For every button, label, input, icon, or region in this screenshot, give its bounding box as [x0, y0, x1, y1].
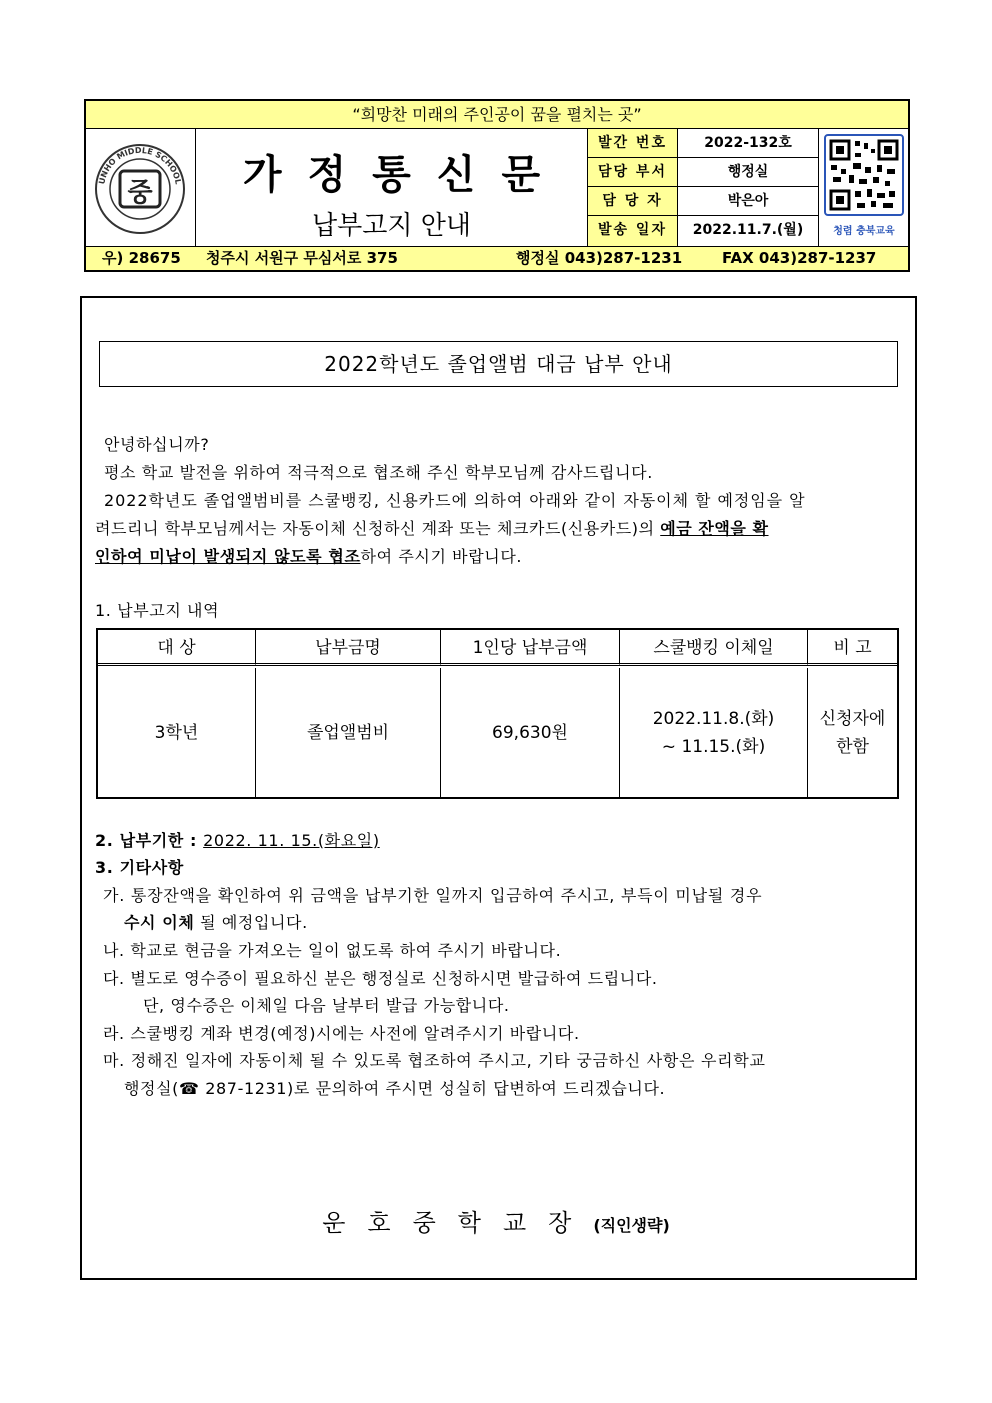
logo-char: 중	[127, 178, 153, 208]
info-value: 박은아	[727, 193, 769, 209]
info-label: 담당 부서	[588, 158, 678, 186]
info-value: 2022-132호	[704, 135, 792, 151]
newsletter-title: 가정통신문	[242, 151, 567, 198]
info-label: 발간 번호	[588, 129, 678, 157]
intro-line-1: 2022학년도 졸업앨범비를 스쿨뱅킹, 신용카드에 의하여 아래와 같이 자동이체 할 예정임을 알	[104, 491, 806, 510]
item-na: 나. 학교로 현금을 가져오는 일이 없도록 하여 주시기 바랍니다.	[103, 941, 562, 960]
signature-block	[0, 1203, 992, 1238]
info-value: 2022.11.7.(월)	[692, 222, 804, 238]
payment-table	[96, 628, 899, 799]
info-row-issue	[588, 129, 818, 158]
item-ga-line-2	[124, 910, 934, 933]
section-1-heading: 1. 납부고지 내역	[95, 601, 220, 620]
school-motto: “희망찬 미래의 주인공이 꿈을 펼치는 곳”	[86, 101, 908, 129]
item-da-line-2: 단, 영수증은 이체일 다음 날부터 발급 가능합니다.	[143, 996, 510, 1015]
deadline-label: 2. 납부기한 :	[95, 831, 204, 850]
emphasis-text: 인하여 미납이 발생되지 않도록 협조	[95, 547, 361, 566]
table-header-note: 비 고	[808, 630, 897, 666]
table-cell-amount: 69,630원	[441, 668, 620, 797]
table-cell-name: 졸업앨범비	[256, 668, 441, 797]
street-address: 청주시 서원구 무심서로 375	[206, 249, 398, 267]
qr-cell	[818, 129, 908, 246]
info-row-person	[588, 187, 818, 216]
school-logo-icon	[86, 129, 195, 246]
item-ra: 라. 스쿨뱅킹 계좌 변경(예정)시에는 사전에 알려주시기 바랍니다.	[103, 1024, 580, 1043]
title-cell	[196, 129, 588, 246]
emphasis-text: 수시 이체	[124, 913, 195, 932]
deadline-value: 2022. 11. 15.(화요일)	[203, 831, 380, 850]
table-cell-target: 3학년	[98, 668, 256, 797]
intro-text: 하여 주시기 바랍니다.	[360, 547, 523, 566]
table-cell-date	[620, 668, 808, 797]
date-line: 2022.11.8.(화)	[652, 708, 775, 729]
qr-caption: 청렴 충북교육	[833, 226, 895, 237]
table-header-target: 대 상	[98, 630, 256, 666]
info-label: 담 당 자	[588, 187, 678, 215]
info-label: 발송 일자	[588, 216, 678, 246]
note-line: 신청자에	[819, 708, 886, 729]
item-ga-line-1: 가. 통장잔액을 확인하여 위 금액을 납부기한 일까지 입금하여 주시고, 부득이 미납될 경우	[103, 886, 763, 905]
emphasis-text: 예금 잔액을 확	[660, 519, 769, 538]
office-phone: 행정실 043)287-1231	[516, 249, 683, 267]
principal-signature: 운호중학교장	[322, 1209, 594, 1237]
publication-info	[588, 129, 818, 246]
table-header-name: 납부금명	[256, 630, 441, 666]
postal-code: 우) 28675	[102, 249, 181, 267]
info-value: 행정실	[727, 164, 769, 180]
document-title: 2022학년도 졸업앨범 대금 납부 안내	[99, 341, 898, 387]
newsletter-header	[84, 99, 910, 272]
qr-code-icon	[819, 129, 909, 221]
newsletter-subtitle: 납부고지 안내	[312, 211, 471, 241]
intro-line-3	[95, 544, 905, 567]
table-cell-note	[808, 668, 897, 797]
fax-number: FAX 043)287-1237	[722, 249, 877, 267]
date-line: ~ 11.15.(화)	[661, 736, 766, 757]
item-text: 될 예정입니다.	[194, 913, 308, 932]
intro-text: 려드리니 학부모님께서는 자동이체 신청하신 계좌 또는 체크카드(신용카드)의	[95, 519, 661, 538]
logo-text: UNHO MIDDLE SCHOOL	[97, 145, 183, 186]
address-bar	[86, 246, 908, 270]
seal-omitted-note: (직인생략)	[593, 1216, 670, 1235]
item-da-line-1: 다. 별도로 영수증이 필요하신 분은 행정실로 신청하시면 발급하여 드립니다.	[103, 969, 658, 988]
section-3-heading: 3. 기타사항	[95, 858, 184, 877]
thanks-line: 평소 학교 발전을 위하여 적극적으로 협조해 주신 학부모님께 감사드립니다.	[104, 463, 653, 482]
table-header-amount: 1인당 납부금액	[441, 630, 620, 666]
info-row-dept	[588, 158, 818, 187]
note-line: 한함	[836, 736, 869, 757]
table-header-date: 스쿨뱅킹 이체일	[620, 630, 808, 666]
section-2-deadline	[95, 828, 905, 851]
greeting: 안녕하십니까?	[104, 435, 210, 454]
intro-line-2	[95, 516, 905, 539]
school-logo-cell	[86, 129, 196, 246]
item-ma-line-2: 행정실(☎ 287-1231)로 문의하여 주시면 성실히 답변하여 드리겠습니다.	[124, 1079, 666, 1098]
item-ma-line-1: 마. 정해진 일자에 자동이체 될 수 있도록 협조하여 주시고, 기타 궁금하신 사항은 우리학교	[103, 1051, 766, 1070]
info-row-date	[588, 216, 818, 246]
